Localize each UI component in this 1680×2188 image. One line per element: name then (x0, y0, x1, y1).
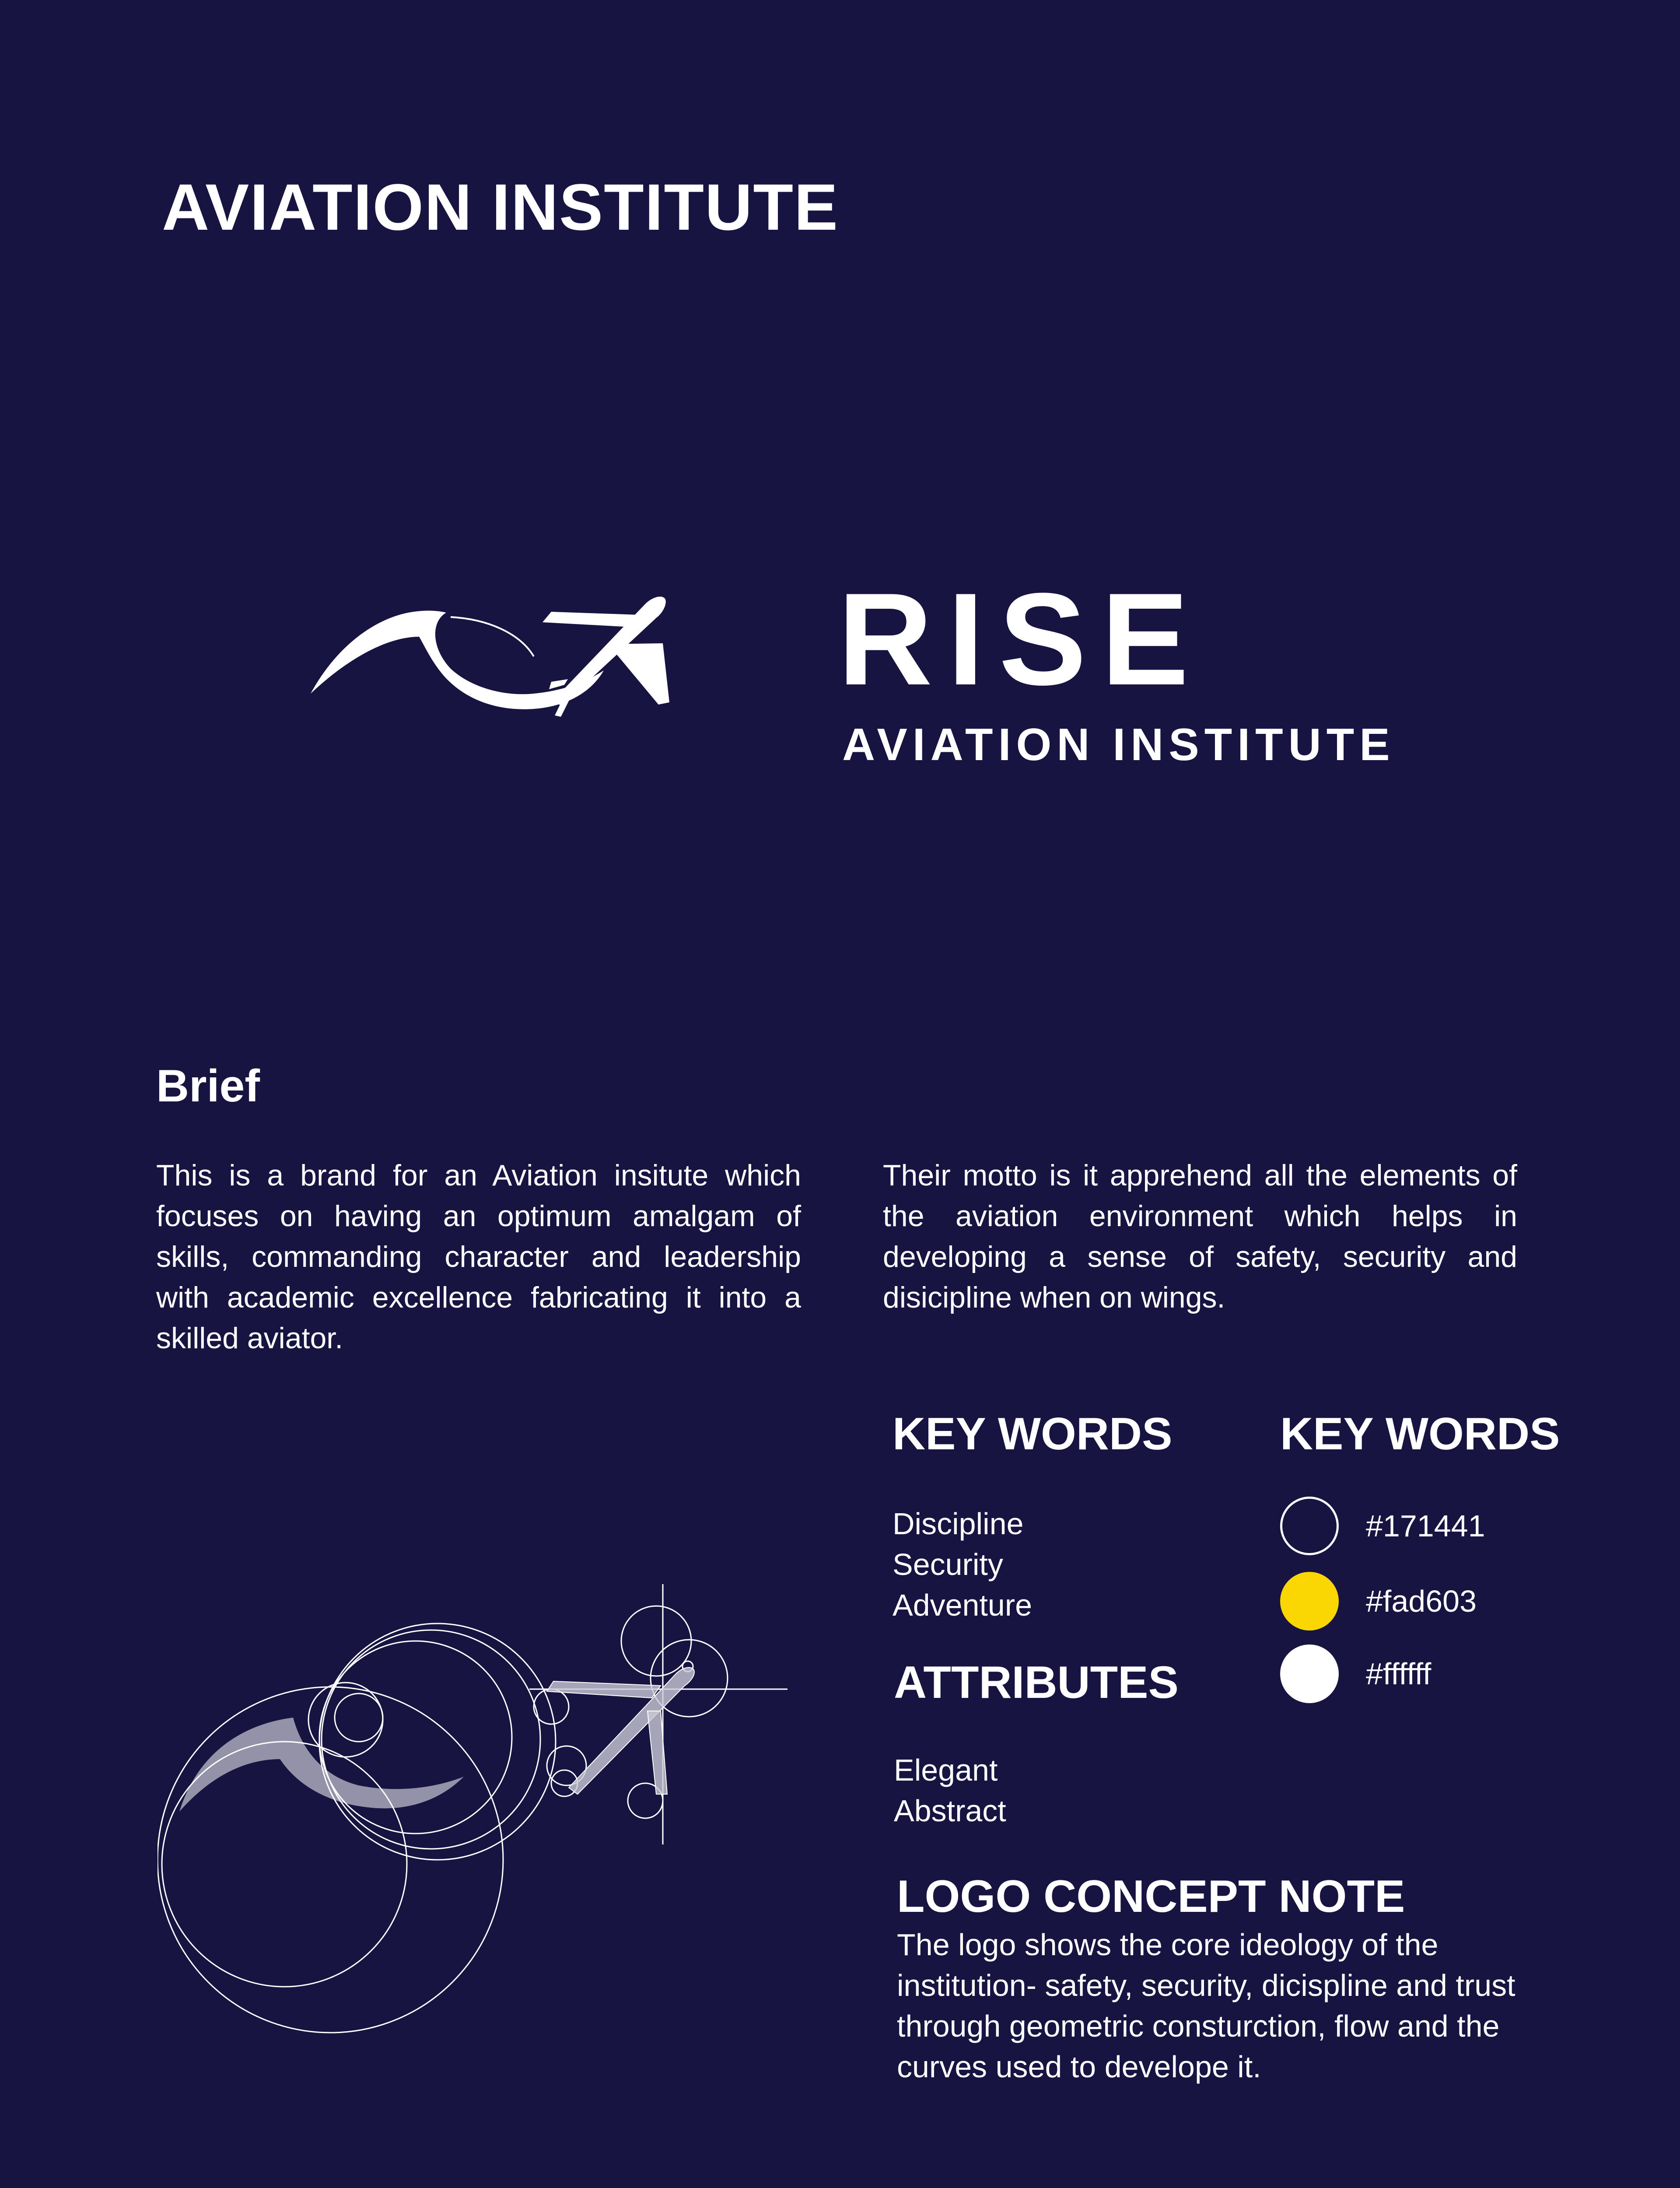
color-label: #171441 (1366, 1509, 1485, 1543)
page-title: AVIATION INSTITUTE (162, 170, 839, 244)
rise-logo-mark (306, 543, 853, 731)
construction-circle (335, 1694, 383, 1742)
construction-airplane-icon (547, 1667, 694, 1794)
colors-heading: KEY WORDS (1280, 1409, 1560, 1459)
concept-paragraph: The logo shows the core ideology of the institution- safety, security, dicispline and trust through geometric consturction, flow and the curves used to develope it. (897, 1928, 1516, 2084)
brief-left-paragraph: This is a brand for an Aviation insitute which focuses on having an optimum amalgam of skills, commanding character and leadership with academic excellence fabricating it into a skilled aviator. (156, 1159, 801, 1355)
construction-circle (319, 1641, 512, 1834)
color-label: #fad603 (1366, 1584, 1477, 1618)
color-swatch (1280, 1497, 1339, 1555)
logo-subtitle: AVIATION INSTITUTE (842, 719, 1395, 770)
brief-right-paragraph: Their motto is it apprehend all the elements of the aviation environment which helps in developing a sense of safety, security and disicipline when on wings. (883, 1159, 1517, 1314)
list-item: Discipline (892, 1507, 1024, 1541)
list-item: Abstract (894, 1794, 1006, 1828)
color-swatch (1280, 1645, 1339, 1703)
color-swatch-row (1280, 1497, 1485, 1555)
logo-name: RISE (838, 565, 1204, 712)
list-item: Elegant (894, 1753, 998, 1787)
attributes-heading: ATTRIBUTES (894, 1657, 1179, 1708)
attributes-list (894, 1750, 1006, 1831)
concept-heading: LOGO CONCEPT NOTE (897, 1871, 1405, 1922)
list-item: Adventure (892, 1588, 1032, 1622)
list-item: Security (892, 1547, 1003, 1581)
brief-heading: Brief (156, 1061, 260, 1112)
logo-construction-drawing (158, 1567, 796, 2039)
keywords-heading: KEY WORDS (892, 1409, 1172, 1459)
color-swatch-row (1280, 1572, 1477, 1630)
color-label: #ffffff (1366, 1657, 1432, 1691)
wave-inner-curve (451, 617, 534, 656)
color-swatch-row (1280, 1645, 1431, 1703)
keywords-list (892, 1504, 1032, 1626)
construction-circle (308, 1683, 383, 1757)
construction-circle (158, 1687, 503, 2033)
airplane-icon (542, 596, 669, 717)
color-swatch (1280, 1572, 1339, 1630)
construction-circle (534, 1689, 569, 1724)
